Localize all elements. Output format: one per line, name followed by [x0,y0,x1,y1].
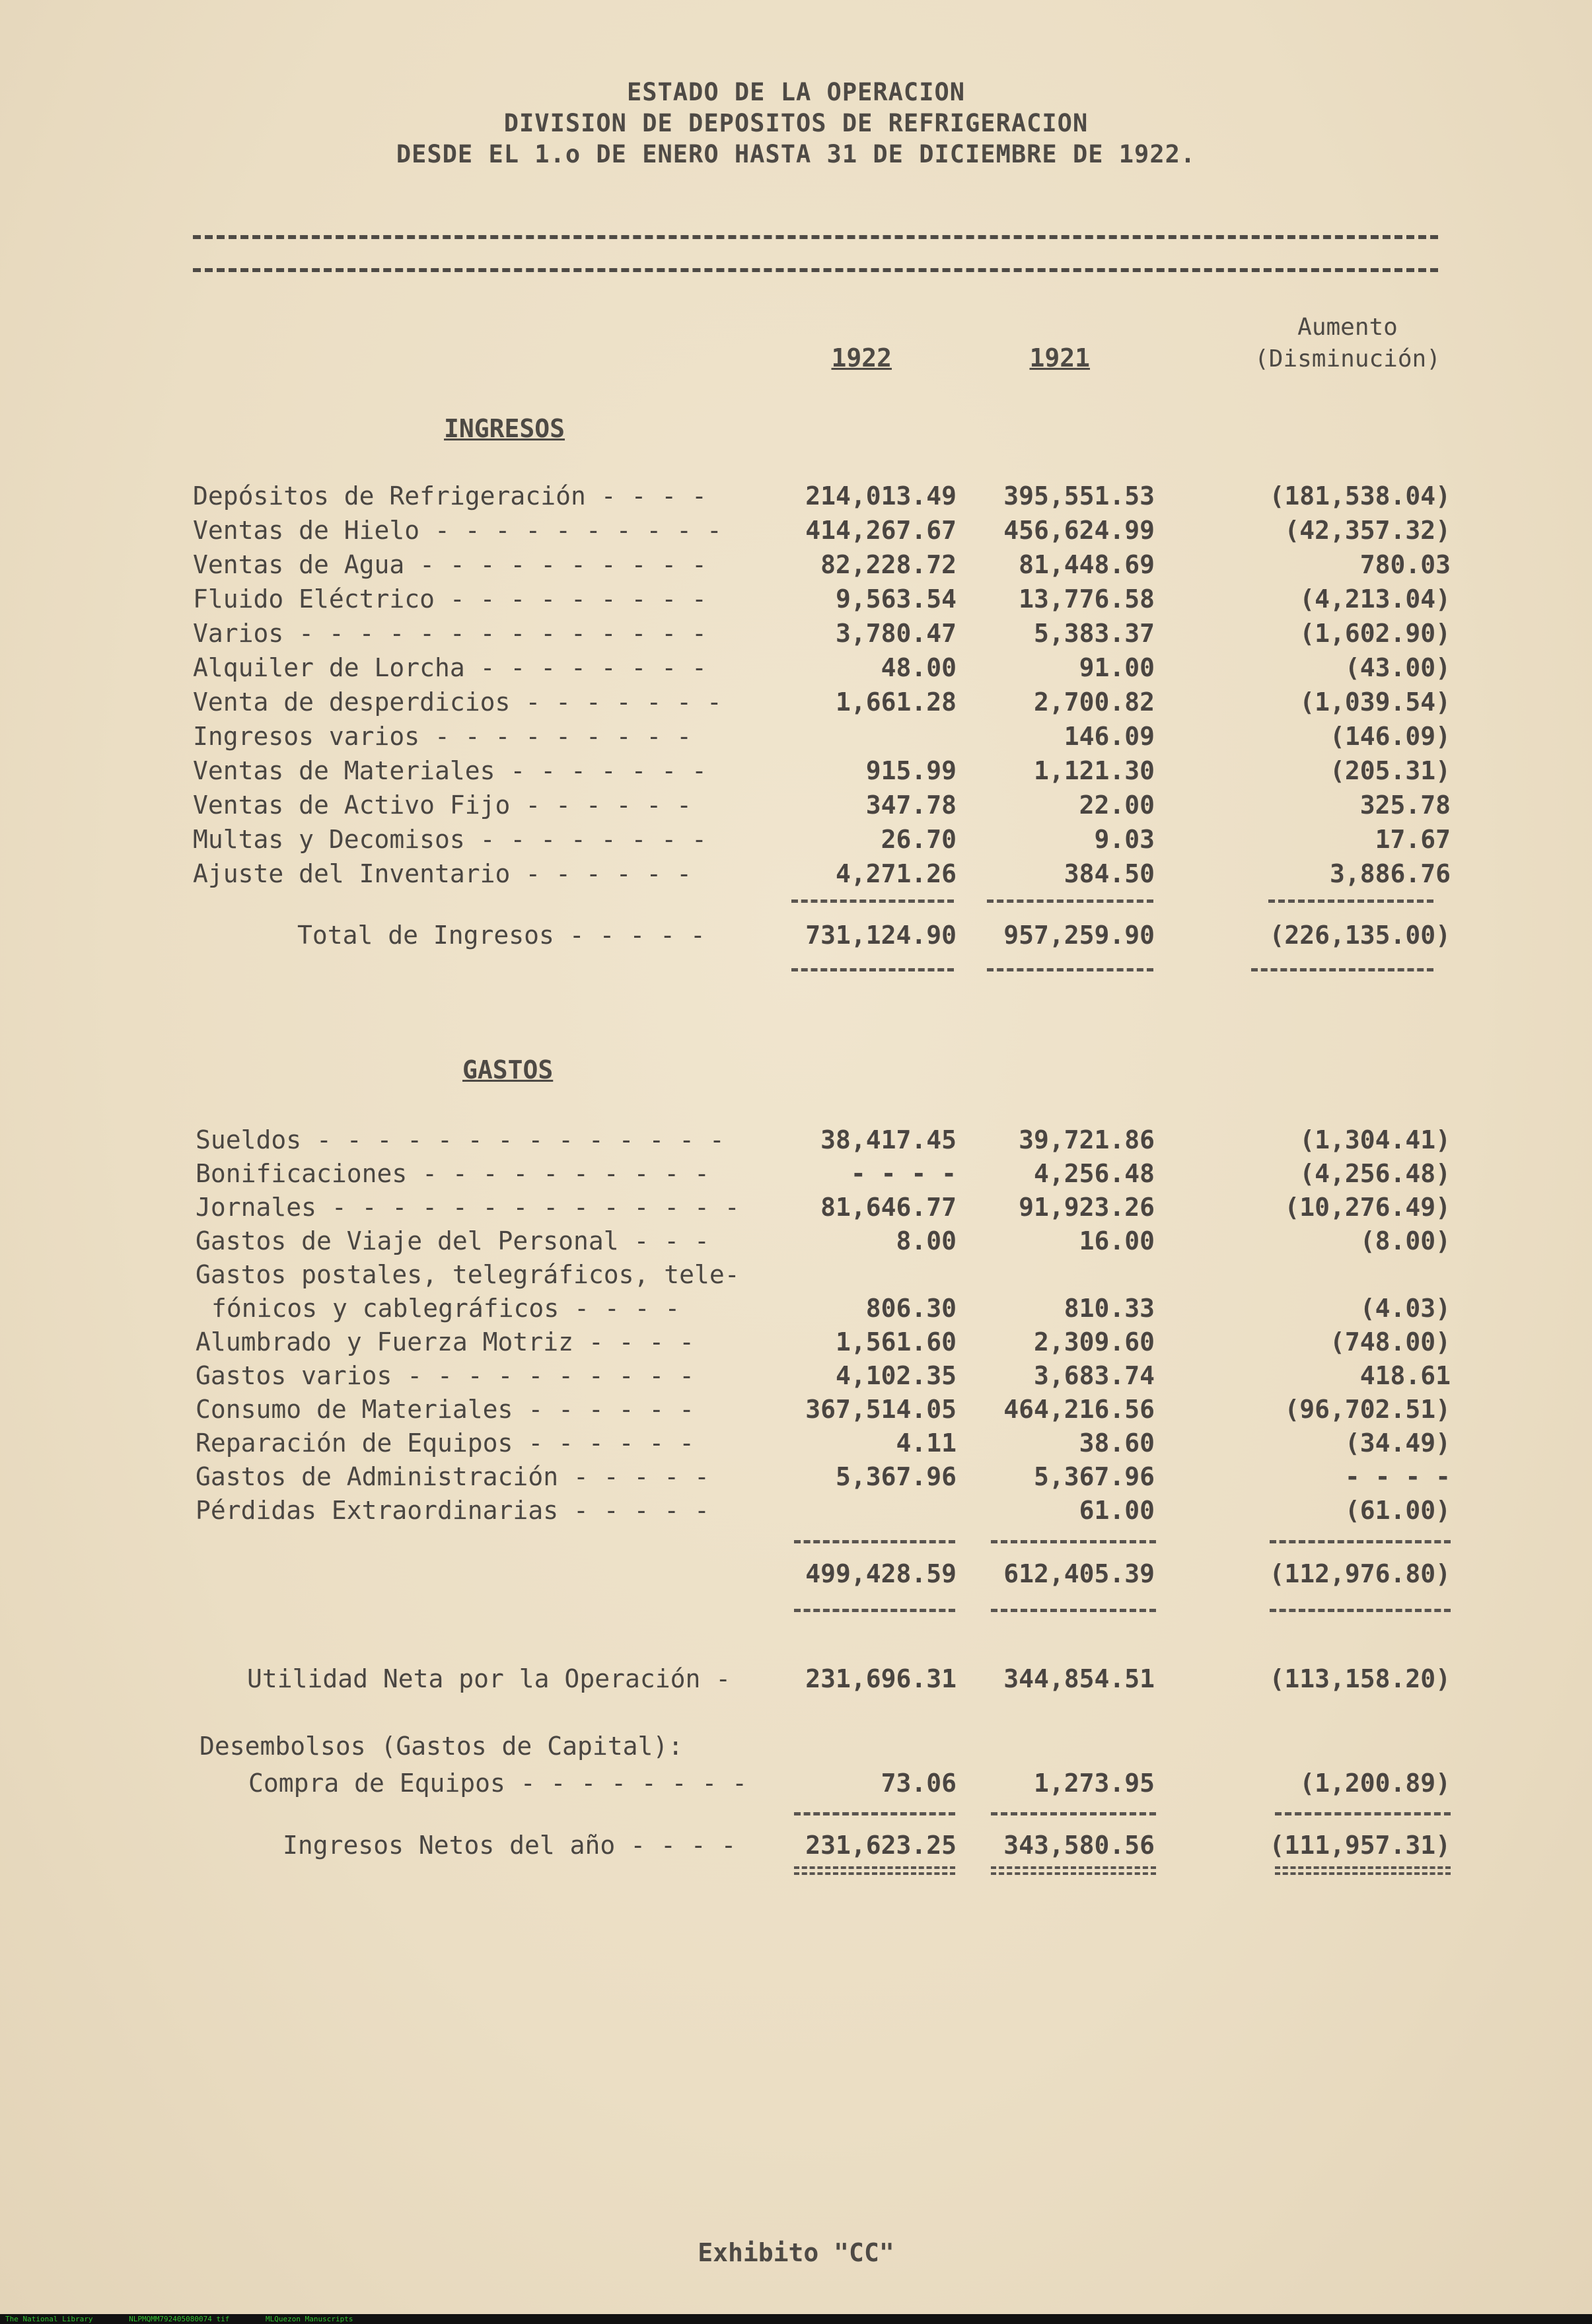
total-gastos-diff: (112,976.80) [1269,1559,1451,1588]
column-diff-line1: Aumento [1297,314,1398,341]
row-label: Ventas de Activo Fijo - - - - - - [193,791,692,820]
value-diff: (205.31) [1329,756,1451,785]
rule-total-gastos-diff [1270,1540,1451,1543]
row-label: Ajuste del Inventario - - - - - - [193,859,692,888]
section-ingresos-title: INGRESOS [444,414,565,443]
value-1922: 8.00 [896,1226,957,1255]
compra-equipos-label: Compra de Equipos - - - - - - - - [248,1769,747,1798]
rule-under-total-gastos-1921 [991,1609,1156,1612]
value-1921: 91.00 [1079,653,1155,682]
value-diff: (8.00) [1359,1226,1451,1255]
value-diff: (1,602.90) [1299,619,1451,648]
value-1922: 48.00 [881,653,957,682]
value-diff: 17.67 [1375,825,1451,854]
row-label: Gastos postales, telegráficos, tele- [196,1260,740,1289]
value-1921: 395,551.53 [1003,481,1155,511]
row-label: Ventas de Agua - - - - - - - - - - [193,550,707,579]
rule-under-total-gastos-1922 [794,1609,955,1612]
header-rule-1 [193,235,1438,239]
compra-equipos-diff: (1,200.89) [1299,1769,1451,1798]
utilidad-neta-1921: 344,854.51 [1003,1664,1155,1693]
value-diff: 325.78 [1359,791,1451,820]
rule-under-total-gastos-diff [1270,1609,1451,1612]
archive-strip [0,2314,1592,2324]
value-1921: 146.09 [1064,722,1155,751]
value-diff: - - - - [1344,1462,1451,1491]
exhibit-label: Exhibito "CC" [698,2238,894,2267]
value-1921: 5,383.37 [1033,619,1155,648]
value-diff: 3,886.76 [1329,859,1451,888]
row-label: Bonificaciones - - - - - - - - - - [196,1159,709,1188]
value-1922: 4,102.35 [835,1361,957,1390]
value-1921: 16.00 [1079,1226,1155,1255]
rule-total-ingresos-diff [1268,899,1433,903]
row-label: Alquiler de Lorcha - - - - - - - - [193,653,707,682]
rule-under-total-ingresos-1922 [791,968,954,971]
rule-desembolsos-diff [1275,1812,1451,1815]
section-gastos-title: GASTOS [462,1055,554,1084]
value-diff: (10,276.49) [1284,1193,1451,1222]
value-1921: 61.00 [1079,1496,1155,1525]
strip-collection: MLQuezon Manuscripts [266,2315,353,2323]
value-1922: 414,267.67 [805,516,957,545]
strip-filename: NLPMQMM792405080074 tif [129,2315,230,2323]
value-1921: 2,700.82 [1033,687,1155,717]
value-1922: 26.70 [881,825,957,854]
row-label: Gastos de Viaje del Personal - - - [196,1226,709,1255]
utilidad-neta-diff: (113,158.20) [1269,1664,1451,1693]
row-label: Ventas de Materiales - - - - - - - [193,756,707,785]
value-1921: 81,448.69 [1019,550,1155,579]
utilidad-neta-label: Utilidad Neta por la Operación - [247,1664,731,1693]
value-1921: 38.60 [1079,1428,1155,1458]
rule-desembolsos-1922 [794,1812,955,1815]
row-label: Ventas de Hielo - - - - - - - - - - [193,516,722,545]
rule-total-ingresos-1922 [791,899,954,903]
row-label: Consumo de Materiales - - - - - - [196,1395,694,1424]
value-1921: 13,776.58 [1019,584,1155,614]
total-ingresos-1921: 957,259.90 [1003,921,1155,950]
header-line-1: ESTADO DE LA OPERACION [626,78,966,106]
value-1922: 3,780.47 [835,619,957,648]
rule-total-ingresos-1921 [987,899,1153,903]
value-1921: 91,923.26 [1019,1193,1155,1222]
total-ingresos-1922: 731,124.90 [805,921,957,950]
row-label: Depósitos de Refrigeración - - - - [193,481,707,511]
value-1921: 464,216.56 [1003,1395,1155,1424]
value-1922: 81,646.77 [820,1193,957,1222]
total-gastos-1922: 499,428.59 [805,1559,957,1588]
value-1921: 2,309.60 [1033,1327,1155,1356]
value-diff: (4,213.04) [1299,584,1451,614]
double-rule-1922 [794,1866,955,1875]
ingresos-netos-1922: 231,623.25 [805,1831,957,1860]
value-1922: 367,514.05 [805,1395,957,1424]
value-1921: 810.33 [1064,1294,1155,1323]
value-diff: (1,039.54) [1299,687,1451,717]
value-diff: (748.00) [1329,1327,1451,1356]
value-diff: (42,357.32) [1284,516,1451,545]
value-1922: 4,271.26 [835,859,957,888]
column-1922: 1922 [831,343,892,372]
value-diff: (4,256.48) [1299,1159,1451,1188]
value-1922: 82,228.72 [820,550,957,579]
value-1922: - - - - [850,1159,957,1188]
value-1922: 38,417.45 [820,1125,957,1154]
value-1922: 5,367.96 [835,1462,957,1491]
rule-desembolsos-1921 [991,1812,1156,1815]
column-1921: 1921 [1029,343,1090,372]
value-diff: (4.03) [1359,1294,1451,1323]
value-1922: 1,661.28 [835,687,957,717]
row-label: Multas y Decomisos - - - - - - - - [193,825,707,854]
value-1921: 22.00 [1079,791,1155,820]
value-1922: 347.78 [865,791,957,820]
desembolsos-title: Desembolsos (Gastos de Capital): [199,1732,684,1761]
rule-total-gastos-1921 [991,1540,1156,1543]
ingresos-netos-label: Ingresos Netos del año - - - - [283,1831,737,1860]
value-diff: 780.03 [1359,550,1451,579]
value-diff: (43.00) [1344,653,1451,682]
header-line-2: DIVISION DE DEPOSITOS DE REFRIGERACION [503,109,1089,137]
ingresos-netos-1921: 343,580.56 [1003,1831,1155,1860]
strip-library: The National Library [5,2315,93,2323]
rule-under-total-ingresos-1921 [987,968,1153,971]
value-1921: 456,624.99 [1003,516,1155,545]
compra-equipos-1922: 73.06 [881,1769,957,1798]
value-1921: 5,367.96 [1033,1462,1155,1491]
header-rule-2 [193,268,1438,272]
rule-under-total-ingresos-diff [1251,968,1433,971]
utilidad-neta-1922: 231,696.31 [805,1664,957,1693]
value-diff: (34.49) [1344,1428,1451,1458]
value-1921: 3,683.74 [1033,1361,1155,1390]
value-1921: 1,121.30 [1033,756,1155,785]
row-label: Varios - - - - - - - - - - - - - - [193,619,707,648]
row-label: fónicos y cablegráficos - - - - [211,1294,680,1323]
value-1921: 9.03 [1094,825,1155,854]
row-label: Fluido Eléctrico - - - - - - - - - [193,584,707,614]
row-label: Sueldos - - - - - - - - - - - - - - [196,1125,725,1154]
value-1922: 214,013.49 [805,481,957,511]
double-rule-diff [1275,1866,1451,1875]
value-1922: 1,561.60 [835,1327,957,1356]
ingresos-netos-diff: (111,957.31) [1269,1831,1451,1860]
double-rule-1921 [991,1866,1156,1875]
header-line-3: DESDE EL 1.o DE ENERO HASTA 31 DE DICIEMBRE DE 1922. [396,140,1196,168]
value-1921: 384.50 [1064,859,1155,888]
compra-equipos-1921: 1,273.95 [1033,1769,1155,1798]
total-gastos-1921: 612,405.39 [1003,1559,1155,1588]
total-ingresos-label: Total de Ingresos - - - - - [297,921,706,950]
value-1922: 9,563.54 [835,584,957,614]
total-ingresos-diff: (226,135.00) [1269,921,1451,950]
value-diff: (181,538.04) [1269,481,1451,511]
value-1921: 4,256.48 [1033,1159,1155,1188]
value-diff: (146.09) [1329,722,1451,751]
column-diff-line2: (Disminución) [1254,345,1441,372]
row-label: Gastos varios - - - - - - - - - - [196,1361,694,1390]
value-1922: 915.99 [865,756,957,785]
row-label: Gastos de Administración - - - - - [196,1462,709,1491]
row-label: Jornales - - - - - - - - - - - - - - [196,1193,740,1222]
row-label: Venta de desperdicios - - - - - - - [193,687,722,717]
row-label: Reparación de Equipos - - - - - - [196,1428,694,1458]
value-diff: (96,702.51) [1284,1395,1451,1424]
value-diff: (1,304.41) [1299,1125,1451,1154]
rule-total-gastos-1922 [794,1540,955,1543]
value-diff: 418.61 [1359,1361,1451,1390]
value-diff: (61.00) [1344,1496,1451,1525]
value-1922: 4.11 [896,1428,957,1458]
value-1921: 39,721.86 [1019,1125,1155,1154]
row-label: Alumbrado y Fuerza Motriz - - - - [196,1327,694,1356]
value-1922: 806.30 [865,1294,957,1323]
row-label: Ingresos varios - - - - - - - - - [193,722,692,751]
row-label: Pérdidas Extraordinarias - - - - - [196,1496,709,1525]
